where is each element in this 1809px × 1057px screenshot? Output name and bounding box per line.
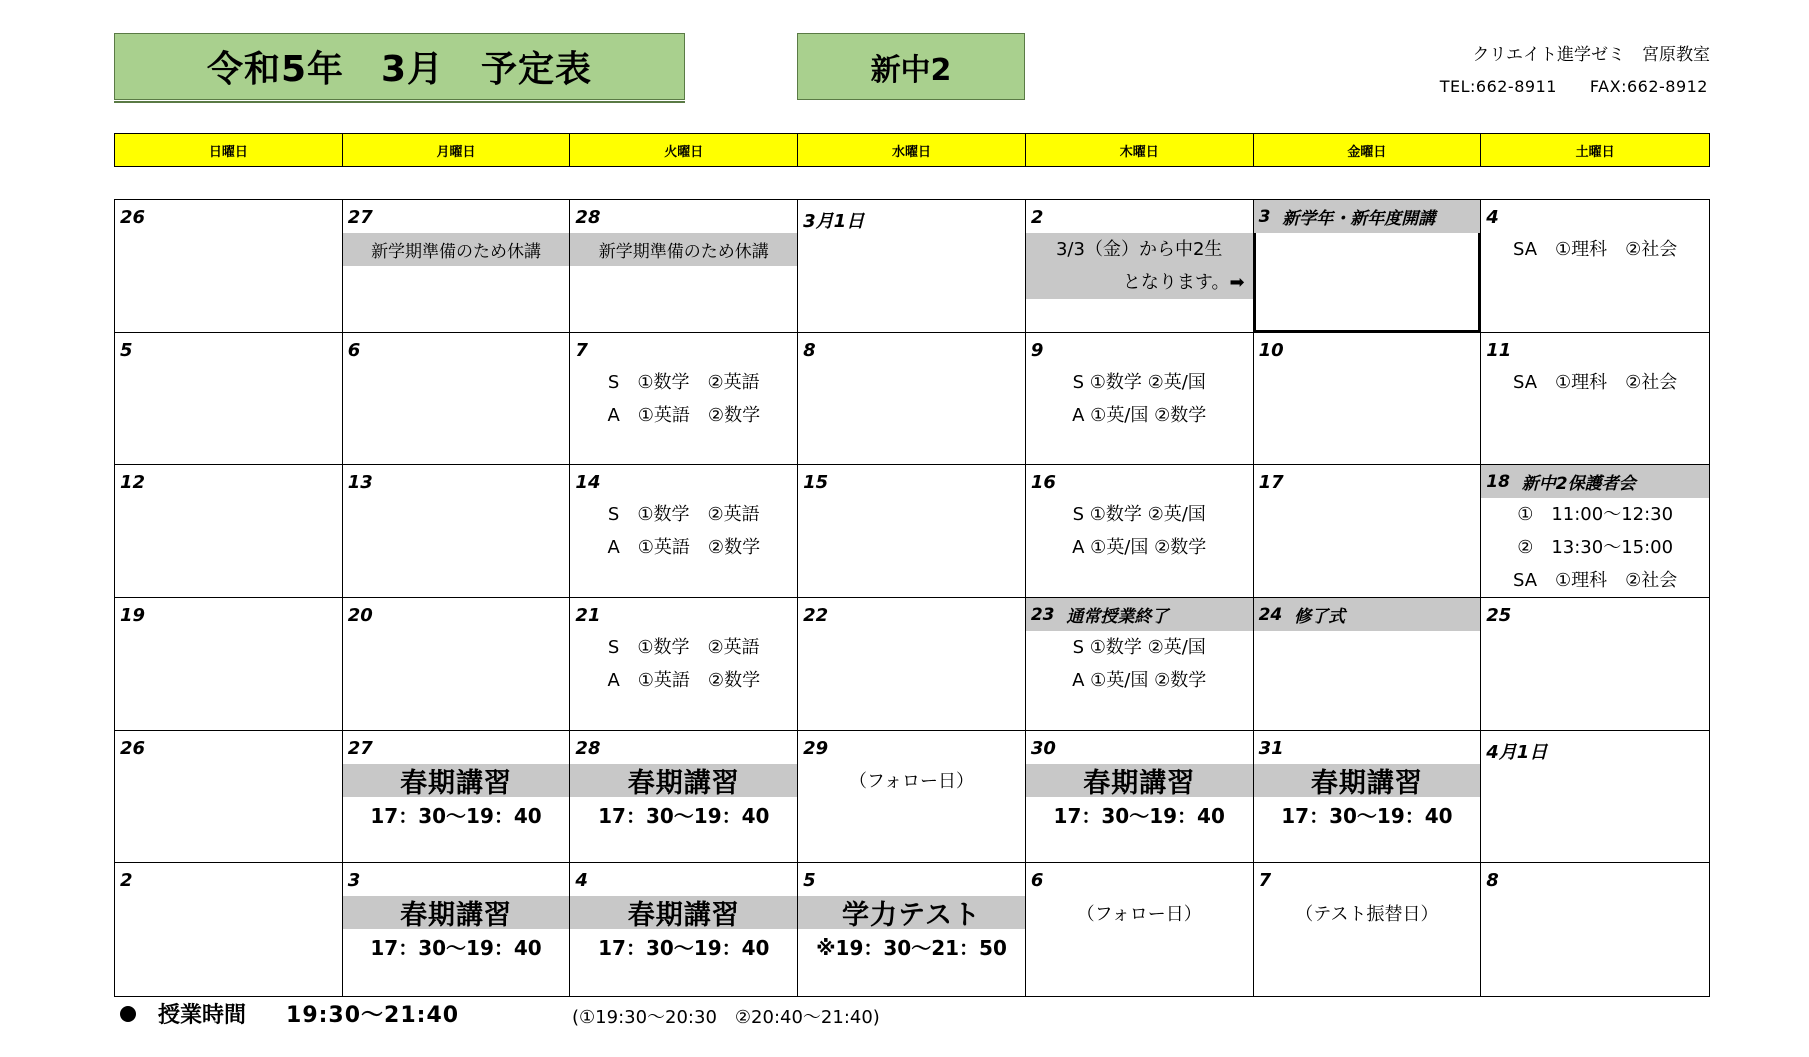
day-number: 4月1日 (1486, 741, 1548, 763)
closure-notice: 新学期準備のため休講 (570, 233, 797, 266)
day-number: 4 (575, 870, 588, 892)
class-hours-time: 19:30～21:40 (286, 1003, 460, 1028)
day-number: 27 (347, 207, 373, 228)
day-number: 5 (803, 870, 816, 892)
contact-info: TEL:662-8911 FAX:662-8912 (1439, 77, 1708, 96)
day-header-band (1254, 200, 1481, 233)
weekday-sat: 土曜日 (1575, 144, 1615, 160)
day-cell (343, 731, 571, 864)
day-cell (1254, 200, 1482, 333)
special-event-title: 春期講習 (1254, 764, 1481, 797)
day-number: 5 (120, 339, 133, 361)
day-cell (343, 333, 571, 466)
day-note: （フォロー日） (1076, 903, 1202, 925)
day-cell (1481, 333, 1709, 466)
schedule-lines (1026, 631, 1253, 697)
bullet-icon (120, 1006, 136, 1022)
day-cell (1254, 598, 1482, 731)
schedule-line: S ①数学 ②英語 (607, 371, 760, 393)
day-number: 2 (120, 870, 133, 892)
day-cell (1254, 863, 1482, 996)
special-event-time: ※19：30～21：50 (816, 936, 1007, 961)
schedule-lines (570, 366, 797, 432)
day-cell (115, 200, 343, 333)
day-number: 3月1日 (803, 211, 865, 232)
day-cell (798, 465, 1026, 598)
day-cell (343, 863, 571, 996)
schedule-line: A ①英語 ②数学 (607, 404, 761, 426)
class-hours-detail: (①19:30～20:30 ②20:40～21:40) (572, 1007, 880, 1028)
day-cell (115, 731, 343, 864)
weekday-tue: 火曜日 (570, 134, 798, 166)
grade-label: 新中2 (797, 33, 1025, 100)
day-number: 9 (1030, 339, 1044, 361)
day-number: 24 (1258, 604, 1283, 625)
special-event-time: 17：30～19：40 (598, 803, 770, 828)
day-cell (1481, 465, 1709, 598)
day-cell (798, 598, 1026, 731)
special-event-title: 学力テスト (798, 896, 1025, 929)
schedule-line: A ①英/国 ②数学 (1072, 537, 1207, 559)
schedule-line: S ①数学 ②英/国 (1072, 504, 1206, 526)
day-cell (1254, 333, 1482, 466)
day-cell (1026, 200, 1254, 333)
day-number: 14 (575, 472, 601, 494)
day-cell (343, 598, 571, 731)
notice-line: 3/3（金）から中2生 (1055, 239, 1223, 260)
day-number: 13 (347, 472, 373, 494)
day-cell (115, 863, 343, 996)
schedule-line: S ①数学 ②英語 (607, 504, 760, 526)
day-number: 3 (1258, 206, 1271, 227)
day-event-label: 修了式 (1294, 607, 1346, 627)
day-number: 22 (803, 605, 829, 626)
day-number: 6 (1030, 870, 1044, 892)
special-event-title: 春期講習 (570, 896, 797, 929)
day-number: 19 (120, 605, 146, 626)
day-number: 23 (1030, 604, 1055, 625)
schedule-lines (1026, 366, 1253, 432)
grade-change-notice (1026, 233, 1253, 299)
schedule-lines (570, 631, 797, 697)
schedule-lines (570, 498, 797, 564)
day-cell (343, 200, 571, 333)
day-number: 26 (120, 207, 146, 228)
notice-line: となります。➡ (1122, 272, 1245, 293)
school-name: クリエイト進学ゼミ 宮原教室 (1472, 45, 1710, 65)
day-cell (798, 333, 1026, 466)
weekday-header (114, 133, 1710, 167)
day-cell (1481, 598, 1709, 731)
schedule-line: S ①数学 ②英語 (607, 637, 760, 658)
day-number: 16 (1030, 472, 1056, 494)
day-cell (1026, 863, 1254, 996)
day-cell (1026, 333, 1254, 466)
day-number: 25 (1486, 605, 1512, 626)
day-number: 15 (803, 472, 829, 494)
day-cell (115, 598, 343, 731)
day-cell (1026, 731, 1254, 864)
special-event-title: 春期講習 (1026, 764, 1253, 797)
day-event-label: 通常授業終了 (1066, 607, 1169, 627)
schedule-line: A ①英語 ②数学 (607, 670, 761, 691)
day-number: 12 (120, 472, 146, 494)
schedule-line: ② 13:30～15:00 (1517, 537, 1674, 559)
schedule-line: SA ①理科 ②社会 (1512, 239, 1678, 260)
weekday-sun: 日曜日 (115, 134, 343, 166)
special-event-time: 17：30～19：40 (370, 936, 542, 961)
special-event-time: 17：30～19：40 (1053, 803, 1225, 828)
day-number: 10 (1258, 339, 1284, 361)
day-cell (343, 465, 571, 598)
day-cell (570, 598, 798, 731)
schedule-line: A ①英/国 ②数学 (1072, 404, 1207, 426)
day-cell (570, 333, 798, 466)
day-cell (798, 200, 1026, 333)
schedule-lines (1481, 233, 1709, 266)
day-cell (1026, 598, 1254, 731)
special-event-title: 春期講習 (343, 764, 570, 797)
day-number: 30 (1030, 737, 1056, 759)
schedule-lines (1481, 366, 1709, 399)
special-event-time: 17：30～19：40 (370, 803, 542, 828)
day-header-band (1026, 598, 1253, 631)
day-cell (798, 863, 1026, 996)
day-cell (1481, 731, 1709, 864)
day-number: 28 (575, 737, 601, 759)
special-event-title: 春期講習 (570, 764, 797, 797)
day-number: 8 (803, 339, 816, 361)
weekday-mon: 月曜日 (343, 134, 571, 166)
day-cell (115, 465, 343, 598)
weekday-thu: 木曜日 (1026, 134, 1254, 166)
day-number: 20 (347, 605, 373, 626)
closure-notice: 新学期準備のため休講 (343, 233, 570, 266)
page-title: 令和5年 3月 予定表 (114, 33, 685, 100)
day-number: 18 (1486, 471, 1510, 492)
day-number: 17 (1258, 472, 1284, 494)
day-number: 3 (347, 870, 361, 892)
special-event-title: 春期講習 (343, 896, 570, 929)
schedule-line: S ①数学 ②英/国 (1072, 371, 1206, 393)
day-cell (1026, 465, 1254, 598)
day-cell (570, 731, 798, 864)
day-event-label: 新中2保護者会 (1521, 474, 1636, 495)
day-number: 6 (347, 339, 361, 361)
day-cell (1254, 731, 1482, 864)
day-number: 7 (1258, 870, 1272, 892)
schedule-line: SA ①理科 ②社会 (1512, 570, 1678, 592)
day-header-band (1481, 465, 1709, 498)
schedule-line: A ①英語 ②数学 (607, 537, 761, 559)
day-cell (570, 465, 798, 598)
class-hours (120, 998, 459, 1029)
day-number: 29 (803, 737, 829, 759)
weekday-fri: 金曜日 (1254, 134, 1482, 166)
schedule-line: SA ①理科 ②社会 (1512, 371, 1678, 393)
day-note: （フォロー日） (848, 771, 975, 793)
day-number: 28 (575, 207, 601, 228)
day-cell (570, 200, 798, 333)
day-cell (570, 863, 798, 996)
calendar-grid (114, 199, 1710, 997)
schedule-line: S ①数学 ②英/国 (1072, 637, 1206, 658)
special-event-time: 17：30～19：40 (598, 936, 770, 961)
schedule-line: A ①英/国 ②数学 (1072, 670, 1207, 691)
special-event-time: 17：30～19：40 (1281, 803, 1453, 828)
schedule-line: ① 11:00～12:30 (1517, 504, 1674, 526)
weekday-wed: 水曜日 (798, 134, 1026, 166)
day-cell (1254, 465, 1482, 598)
day-number: 26 (120, 737, 146, 759)
day-cell (115, 333, 343, 466)
day-number: 21 (575, 605, 601, 626)
day-cell (1481, 200, 1709, 333)
day-number: 2 (1030, 207, 1044, 228)
class-hours-label: 授業時間 (158, 1003, 247, 1028)
day-cell (798, 731, 1026, 864)
day-number: 4 (1486, 207, 1499, 228)
day-cell (1481, 863, 1709, 996)
day-number: 31 (1258, 737, 1284, 759)
day-header-band (1254, 598, 1481, 631)
day-number: 27 (347, 737, 373, 759)
day-note: （テスト振替日） (1295, 903, 1439, 925)
day-number: 11 (1486, 339, 1512, 361)
schedule-lines (1481, 498, 1709, 597)
day-number: 8 (1486, 870, 1499, 892)
day-event-label: 新学年・新年度開講 (1282, 209, 1436, 229)
schedule-lines (1026, 498, 1253, 564)
day-number: 7 (575, 339, 588, 361)
